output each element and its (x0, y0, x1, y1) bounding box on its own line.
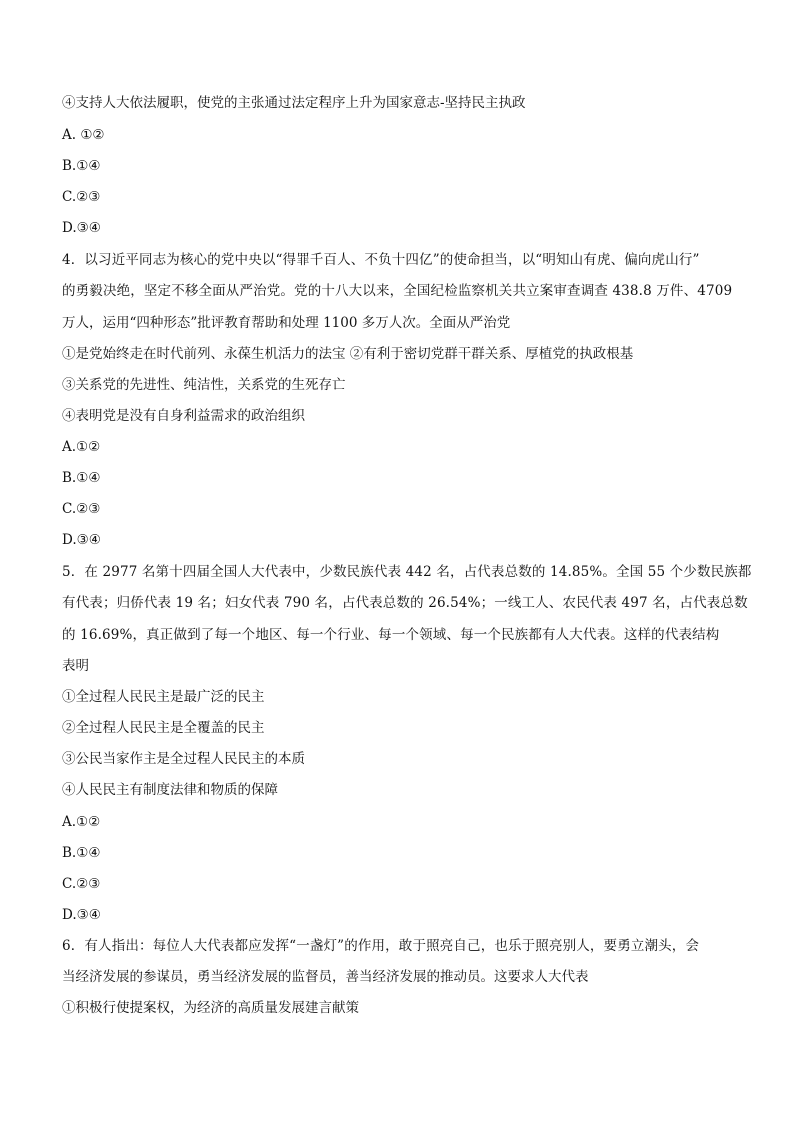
q4-choice-b: B.①④ (62, 470, 101, 486)
q4-stem-line-2: 的勇毅决绝，坚定不移全面从严治党。党的十八大以来，全国纪检监察机关共立案审查调查 438.8 万件、4709 (62, 283, 733, 299)
q6-option-1: ①积极行使提案权，为经济的高质量发展建言献策 (62, 1000, 359, 1016)
q5-choice-b: B.①④ (62, 845, 101, 861)
q5-choice-a: A.①② (62, 814, 101, 830)
q6-stem-line-2: 当经济发展的参谋员，勇当经济发展的监督员，善当经济发展的推动员。这要求人大代表 (62, 969, 589, 985)
q5-option-3: ③公民当家作主是全过程人民民主的本质 (62, 751, 305, 767)
q5-stem-line-3: 的 16.69%，真正做到了每一个地区、每一个行业、每一个领域、每一个民族都有人大代表。这样的代表结构 (62, 627, 720, 643)
q4-option-3: ③关系党的先进性、纯洁性，关系党的生死存亡 (62, 377, 346, 393)
q3-choice-d: D.③④ (62, 220, 101, 236)
q5-choice-c: C.②③ (62, 876, 101, 892)
q5-option-4: ④人民民主有制度法律和物质的保障 (62, 782, 278, 798)
q5-choice-d: D.③④ (62, 907, 101, 923)
q4-option-1-2: ①是党始终走在时代前列、永葆生机活力的法宝 ②有利于密切党群干群关系、厚植党的执政根基 (62, 346, 634, 362)
q4-choice-a: A.①② (62, 439, 101, 455)
q5-option-2: ②全过程人民民主是全覆盖的民主 (62, 720, 265, 736)
q5-stem-line-4: 表明 (62, 658, 89, 674)
q4-choice-c: C.②③ (62, 501, 101, 517)
q3-choice-b: B.①④ (62, 158, 101, 174)
q4-option-4: ④表明党是没有自身利益需求的政治组织 (62, 408, 305, 424)
q5-option-1: ①全过程人民民主是最广泛的民主 (62, 689, 265, 705)
q5-stem-line-2: 有代表；归侨代表 19 名；妇女代表 790 名，占代表总数的 26.54%；一线工人、农民代表 497 名，占代表总数 (62, 595, 748, 611)
q3-choice-c: C.②③ (62, 189, 101, 205)
q4-choice-d: D.③④ (62, 532, 101, 548)
q6-stem-line-1: 6．有人指出：每位人大代表都应发挥“一盏灯”的作用，敢于照亮自己，也乐于照亮别人，要勇立潮头，会 (62, 938, 700, 954)
q3-option-4: ④支持人大依法履职，使党的主张通过法定程序上升为国家意志-坚持民主执政 (62, 95, 526, 111)
q3-choice-a: A. ①② (62, 127, 105, 143)
q4-stem-line-3: 万人，运用“四种形态”批评教育帮助和处理 1100 多万人次。全面从严治党 (62, 315, 511, 331)
q4-stem-line-1: 4．以习近平同志为核心的党中央以“得罪千百人、不负十四亿”的使命担当，以“明知山有虎、偏向虎山行” (62, 252, 700, 268)
q5-stem-line-1: 5．在 2977 名第十四届全国人大代表中，少数民族代表 442 名，占代表总数的 14.85%。全国 55 个少数民族都 (62, 564, 752, 580)
